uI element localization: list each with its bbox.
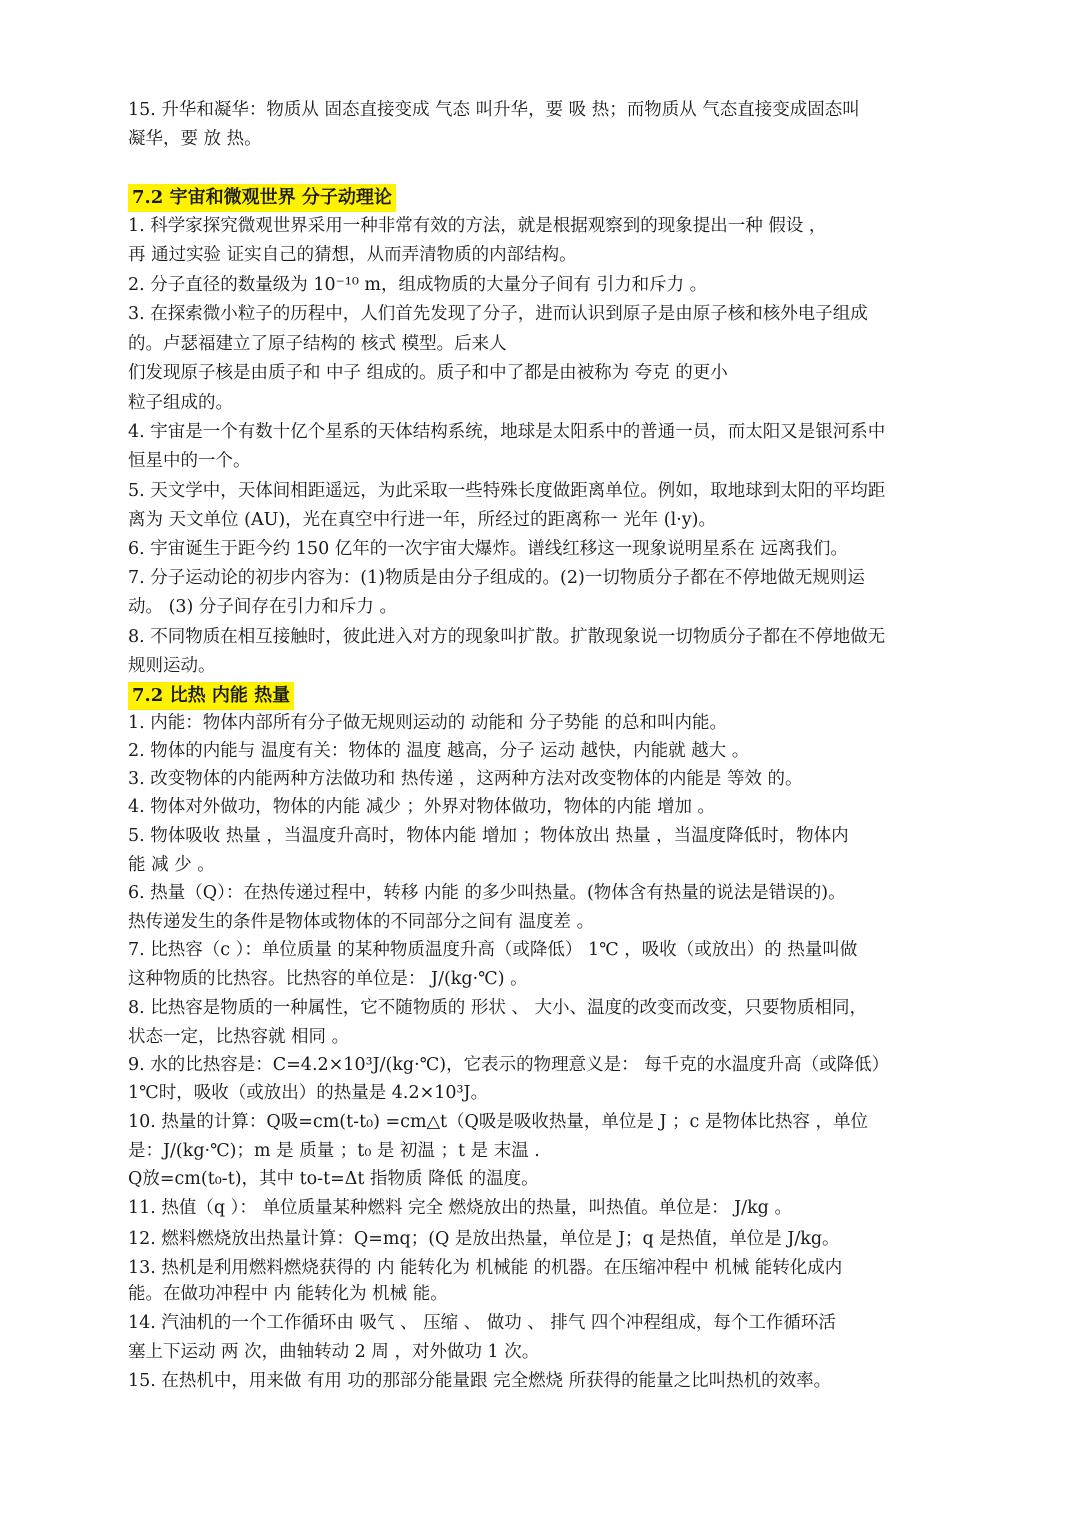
text-line: 8. 不同物质在相互接触时，彼此进入对方的现象叫扩散。扩散现象说一切物质分子都在不停地做无 [128,627,886,647]
text-line: 离为 天文单位 (AU)，光在真空中行进一年，所经过的距离称一 光年 (l·y)。 [128,510,716,530]
text-line: 状态一定，比热容就 相同 。 [128,1027,350,1047]
text-line: 12. 燃料燃烧放出热量计算：Q=mq；(Q 是放出热量，单位是 J；q 是热值，单位是 J/kg。 [128,1229,840,1249]
text-line: 是：J/(kg·℃)；m 是 质量 ；t₀ 是 初温 ；t 是 末温 . [128,1141,540,1161]
text-line: 动。 (3) 分子间存在引力和斥力 。 [128,597,397,617]
text-line: 恒星中的一个。 [128,451,251,471]
text-line: 1. 内能：物体内部所有分子做无规则运动的 动能和 分子势能 的总和叫内能。 [128,713,727,733]
text-line: 粒子组成的。 [128,393,233,413]
text-line: 3. 在探索微小粒子的历程中，人们首先发现了分子，进而认识到原子是由原子核和核外电子组成 [128,304,868,324]
text-line: 1℃时，吸收（或放出）的热量是 4.2×10³J。 [128,1083,489,1103]
text-line: 塞上下运动 两 次，曲轴转动 2 周 ，对外做功 1 次。 [128,1342,540,1362]
text-line: 6. 宇宙诞生于距今约 150 亿年的一次宇宙大爆炸。谱线红移这一现象说明星系在 远离我们。 [128,539,848,559]
text-line: 14. 汽油机的一个工作循环由 吸气 、 压缩 、 做功 、 排气 四个冲程组成，每个工作循环活 [128,1313,836,1333]
text-line: 能。在做功冲程中 内 能转化为 机械 能。 [128,1284,448,1304]
section-heading: 7.2 宇宙和微观世界 分子动理论 [128,184,396,212]
text-line: Q放=cm(t₀-t)，其中 to-t=Δt 指物质 降低 的温度。 [128,1169,539,1189]
text-line: 5. 物体吸收 热量 ，当温度升高时，物体内能 增加 ；物体放出 热量 ，当温度降低时，物体内 [128,826,849,846]
text-line: 8. 比热容是物质的一种属性，它不随物质的 形状 、 大小、温度的改变而改变，只要物质相同， [128,998,867,1018]
text-line: 4. 物体对外做功，物体的内能 减少 ；外界对物体做功，物体的内能 增加 。 [128,797,716,817]
text-line: 的。卢瑟福建立了原子结构的 核式 模型。后来人 [128,334,507,354]
text-line: 9. 水的比热容是：C=4.2×10³J/(kg·℃)，它表示的物理意义是： 每千克的水温度升高（或降低） [128,1055,890,1075]
text-line: 再 通过实验 证实自己的猜想，从而弄清物质的内部结构。 [128,245,577,265]
text-line: 能 减 少 。 [128,855,215,875]
text-line: 2. 分子直径的数量级为 10⁻¹⁰ m，组成物质的大量分子间有 引力和斥力 。 [128,275,708,295]
text-line: 13. 热机是利用燃料燃烧获得的 内 能转化为 机械能 的机器。在压缩冲程中 机械 能转化成内 [128,1258,843,1278]
text-line: 4. 宇宙是一个有数十亿个星系的天体结构系统，地球是太阳系中的普通一员，而太阳又是银河系中 [128,422,886,442]
text-line: 15. 升华和凝华：物质从 固态直接变成 气态 叫升华，要 吸 热；而物质从 气态直接变成固态叫 [128,100,860,120]
text-line: 凝华，要 放 热。 [128,129,262,149]
text-line: 7. 比热容（c ）：单位质量 的某种物质温度升高（或降低） 1℃ ，吸收（或放出）的 热量叫做 [128,940,858,960]
text-line: 热传递发生的条件是物体或物体的不同部分之间有 温度差 。 [128,912,595,932]
text-line: 们发现原子核是由质子和 中子 组成的。质子和中了都是由被称为 夸克 的更小 [128,363,728,383]
text-line: 2. 物体的内能与 温度有关：物体的 温度 越高，分子 运动 越快，内能就 越大 。 [128,741,750,761]
text-line: 5. 天文学中，天体间相距遥远，为此采取一些特殊长度做距离单位。例如，取地球到太阳的平均距 [128,481,886,501]
text-line: 7. 分子运动论的初步内容为：(1)物质是由分子组成的。(2)一切物质分子都在不停地做无规则运 [128,568,865,588]
text-line: 6. 热量（Q）：在热传递过程中，转移 内能 的多少叫热量。(物体含有热量的说法是错误的)。 [128,883,846,903]
section-heading: 7.2 比热 内能 热量 [128,682,294,710]
text-line: 11. 热值（q ）： 单位质量某种燃料 完全 燃烧放出的热量，叫热值。单位是： J/kg 。 [128,1198,792,1218]
text-line: 15. 在热机中，用来做 有用 功的那部分能量跟 完全燃烧 所获得的能量之比叫热机的效率。 [128,1371,832,1391]
text-line: 3. 改变物体的内能两种方法做功和 热传递 ，这两种方法对改变物体的内能是 等效 的。 [128,769,803,789]
text-line: 1. 科学家探究微观世界采用一种非常有效的方法，就是根据观察到的现象提出一种 假设 ， [128,216,827,236]
text-line: 10. 热量的计算：Q吸=cm(t-t₀) =cm△t（Q吸是吸收热量，单位是 J ；c 是物体比热容 ，单位 [128,1112,868,1132]
text-line: 规则运动。 [128,656,216,676]
text-line: 这种物质的比热容。比热容的单位是： J/(kg·℃) 。 [128,969,528,989]
